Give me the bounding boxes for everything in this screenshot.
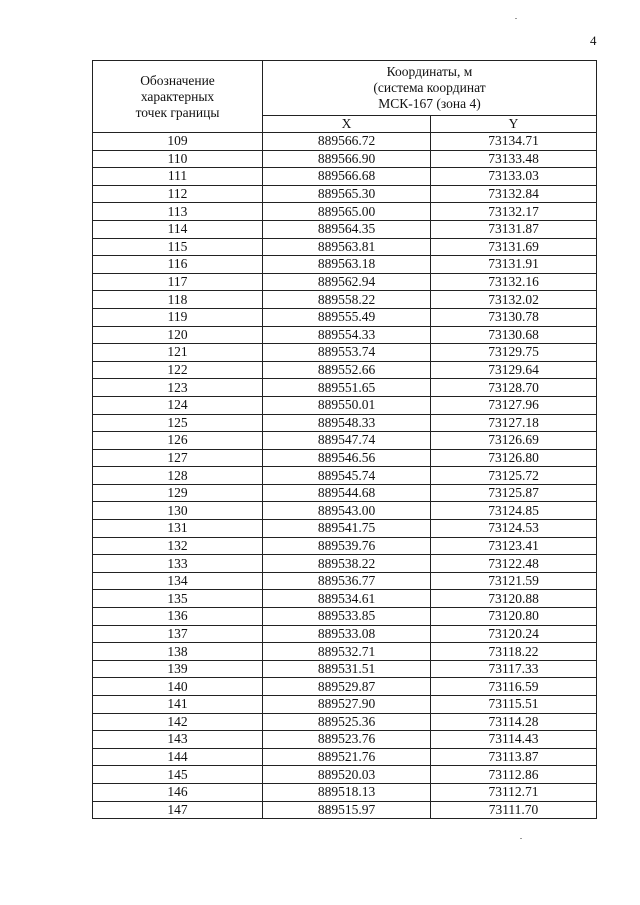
point-cell: 110 [93, 150, 263, 168]
point-cell: 118 [93, 291, 263, 309]
table-row [93, 537, 597, 555]
x-cell: 889529.87 [263, 678, 431, 696]
y-cell: 73132.16 [431, 273, 597, 291]
x-cell: 889553.74 [263, 344, 431, 362]
point-cell: 132 [93, 537, 263, 555]
point-cell: 119 [93, 308, 263, 326]
table-row [93, 273, 597, 291]
table-row [93, 467, 597, 485]
y-cell: 73133.03 [431, 168, 597, 186]
table-row [93, 414, 597, 432]
y-cell: 73133.48 [431, 150, 597, 168]
x-cell: 889533.08 [263, 625, 431, 643]
table-row [93, 801, 597, 819]
y-cell: 73122.48 [431, 555, 597, 573]
table-row [93, 150, 597, 168]
y-cell: 73123.41 [431, 537, 597, 555]
table-row [93, 432, 597, 450]
coordinates-header [263, 61, 597, 116]
x-cell: 889544.68 [263, 484, 431, 502]
table-row [93, 361, 597, 379]
table-row [93, 484, 597, 502]
point-name-header-line-3: точек границы [135, 104, 220, 120]
table-row [93, 766, 597, 784]
x-cell: 889555.49 [263, 308, 431, 326]
point-cell: 130 [93, 502, 263, 520]
point-cell: 139 [93, 660, 263, 678]
y-cell: 73113.87 [431, 748, 597, 766]
x-cell: 889566.68 [263, 168, 431, 186]
x-cell: 889532.71 [263, 643, 431, 661]
point-cell: 147 [93, 801, 263, 819]
coordinates-header-line-1: Координаты, м [386, 64, 473, 79]
x-cell: 889525.36 [263, 713, 431, 731]
y-cell: 73114.28 [431, 713, 597, 731]
point-name-header-line-2: характерных [140, 88, 215, 104]
scan-speck [515, 18, 517, 19]
x-cell: 889554.33 [263, 326, 431, 344]
y-cell: 73131.87 [431, 220, 597, 238]
y-cell: 73124.85 [431, 502, 597, 520]
x-cell: 889552.66 [263, 361, 431, 379]
point-cell: 120 [93, 326, 263, 344]
x-cell: 889566.72 [263, 133, 431, 151]
table-row [93, 203, 597, 221]
y-cell: 73129.75 [431, 344, 597, 362]
point-cell: 129 [93, 484, 263, 502]
table-row [93, 344, 597, 362]
y-cell: 73115.51 [431, 696, 597, 714]
y-cell: 73117.33 [431, 660, 597, 678]
x-cell: 889538.22 [263, 555, 431, 573]
point-cell: 115 [93, 238, 263, 256]
table-row [93, 643, 597, 661]
page-number: 4 [590, 33, 597, 48]
point-cell: 126 [93, 432, 263, 450]
table-row [93, 678, 597, 696]
x-cell: 889565.30 [263, 185, 431, 203]
table-row [93, 185, 597, 203]
y-cell: 73130.68 [431, 326, 597, 344]
point-cell: 116 [93, 256, 263, 274]
y-cell: 73131.91 [431, 256, 597, 274]
point-cell: 124 [93, 396, 263, 414]
point-cell: 128 [93, 467, 263, 485]
y-cell: 73126.69 [431, 432, 597, 450]
table-row [93, 238, 597, 256]
x-cell: 889521.76 [263, 748, 431, 766]
x-cell: 889558.22 [263, 291, 431, 309]
point-cell: 127 [93, 449, 263, 467]
x-column-header: X [263, 116, 431, 133]
point-cell: 135 [93, 590, 263, 608]
point-cell: 142 [93, 713, 263, 731]
point-cell: 109 [93, 133, 263, 151]
x-cell: 889527.90 [263, 696, 431, 714]
y-cell: 73121.59 [431, 572, 597, 590]
point-cell: 114 [93, 220, 263, 238]
x-cell: 889546.56 [263, 449, 431, 467]
y-cell: 73118.22 [431, 643, 597, 661]
x-cell: 889566.90 [263, 150, 431, 168]
y-cell: 73129.64 [431, 361, 597, 379]
table-row [93, 783, 597, 801]
x-cell: 889545.74 [263, 467, 431, 485]
y-cell: 73116.59 [431, 678, 597, 696]
x-cell: 889550.01 [263, 396, 431, 414]
y-cell: 73126.80 [431, 449, 597, 467]
y-cell: 73132.84 [431, 185, 597, 203]
x-cell: 889539.76 [263, 537, 431, 555]
table-row [93, 696, 597, 714]
table-body [93, 133, 597, 819]
x-cell: 889518.13 [263, 783, 431, 801]
x-cell: 889563.81 [263, 238, 431, 256]
y-cell: 73125.72 [431, 467, 597, 485]
table-row [93, 308, 597, 326]
x-cell: 889533.85 [263, 608, 431, 626]
x-cell: 889564.35 [263, 220, 431, 238]
y-cell: 73120.88 [431, 590, 597, 608]
table-row [93, 326, 597, 344]
coordinates-header-line-2: (система координат [373, 80, 486, 95]
table-row [93, 291, 597, 309]
point-cell: 133 [93, 555, 263, 573]
point-cell: 146 [93, 783, 263, 801]
point-cell: 138 [93, 643, 263, 661]
point-cell: 131 [93, 520, 263, 538]
table-row [93, 555, 597, 573]
point-name-header-line-1: Обозначение [140, 72, 215, 88]
point-cell: 143 [93, 731, 263, 749]
point-cell: 123 [93, 379, 263, 397]
point-cell: 113 [93, 203, 263, 221]
table-row [93, 713, 597, 731]
y-cell: 73132.02 [431, 291, 597, 309]
y-cell: 73114.43 [431, 731, 597, 749]
table-row [93, 660, 597, 678]
table-row [93, 256, 597, 274]
y-cell: 73131.69 [431, 238, 597, 256]
table-row [93, 449, 597, 467]
x-cell: 889523.76 [263, 731, 431, 749]
table-row [93, 168, 597, 186]
coordinates-table [92, 60, 597, 819]
x-cell: 889562.94 [263, 273, 431, 291]
table-row [93, 520, 597, 538]
table-row [93, 502, 597, 520]
y-cell: 73130.78 [431, 308, 597, 326]
point-name-header [93, 61, 263, 133]
table-row [93, 625, 597, 643]
coordinates-header-line-3: МСК-167 (зона 4) [378, 96, 481, 111]
point-cell: 141 [93, 696, 263, 714]
point-cell: 122 [93, 361, 263, 379]
point-cell: 137 [93, 625, 263, 643]
x-cell: 889515.97 [263, 801, 431, 819]
table-row [93, 396, 597, 414]
x-cell: 889534.61 [263, 590, 431, 608]
x-cell: 889543.00 [263, 502, 431, 520]
table-row [93, 220, 597, 238]
y-cell: 73120.80 [431, 608, 597, 626]
table-row [93, 608, 597, 626]
table-row [93, 572, 597, 590]
y-cell: 73111.70 [431, 801, 597, 819]
point-cell: 112 [93, 185, 263, 203]
y-cell: 73112.71 [431, 783, 597, 801]
point-cell: 125 [93, 414, 263, 432]
point-cell: 111 [93, 168, 263, 186]
y-cell: 73112.86 [431, 766, 597, 784]
point-cell: 134 [93, 572, 263, 590]
x-cell: 889547.74 [263, 432, 431, 450]
y-cell: 73125.87 [431, 484, 597, 502]
table-row [93, 748, 597, 766]
y-cell: 73120.24 [431, 625, 597, 643]
x-cell: 889541.75 [263, 520, 431, 538]
y-cell: 73127.96 [431, 396, 597, 414]
scan-speck [520, 838, 522, 839]
point-cell: 144 [93, 748, 263, 766]
x-cell: 889536.77 [263, 572, 431, 590]
x-cell: 889551.65 [263, 379, 431, 397]
x-cell: 889563.18 [263, 256, 431, 274]
y-column-header: Y [431, 116, 597, 133]
y-cell: 73128.70 [431, 379, 597, 397]
table-row [93, 590, 597, 608]
x-cell: 889520.03 [263, 766, 431, 784]
y-cell: 73127.18 [431, 414, 597, 432]
y-cell: 73134.71 [431, 133, 597, 151]
point-cell: 140 [93, 678, 263, 696]
table-row [93, 133, 597, 151]
y-cell: 73132.17 [431, 203, 597, 221]
x-cell: 889531.51 [263, 660, 431, 678]
point-cell: 117 [93, 273, 263, 291]
y-cell: 73124.53 [431, 520, 597, 538]
table-row [93, 731, 597, 749]
point-cell: 136 [93, 608, 263, 626]
x-cell: 889548.33 [263, 414, 431, 432]
x-cell: 889565.00 [263, 203, 431, 221]
point-cell: 145 [93, 766, 263, 784]
table-row [93, 379, 597, 397]
point-cell: 121 [93, 344, 263, 362]
